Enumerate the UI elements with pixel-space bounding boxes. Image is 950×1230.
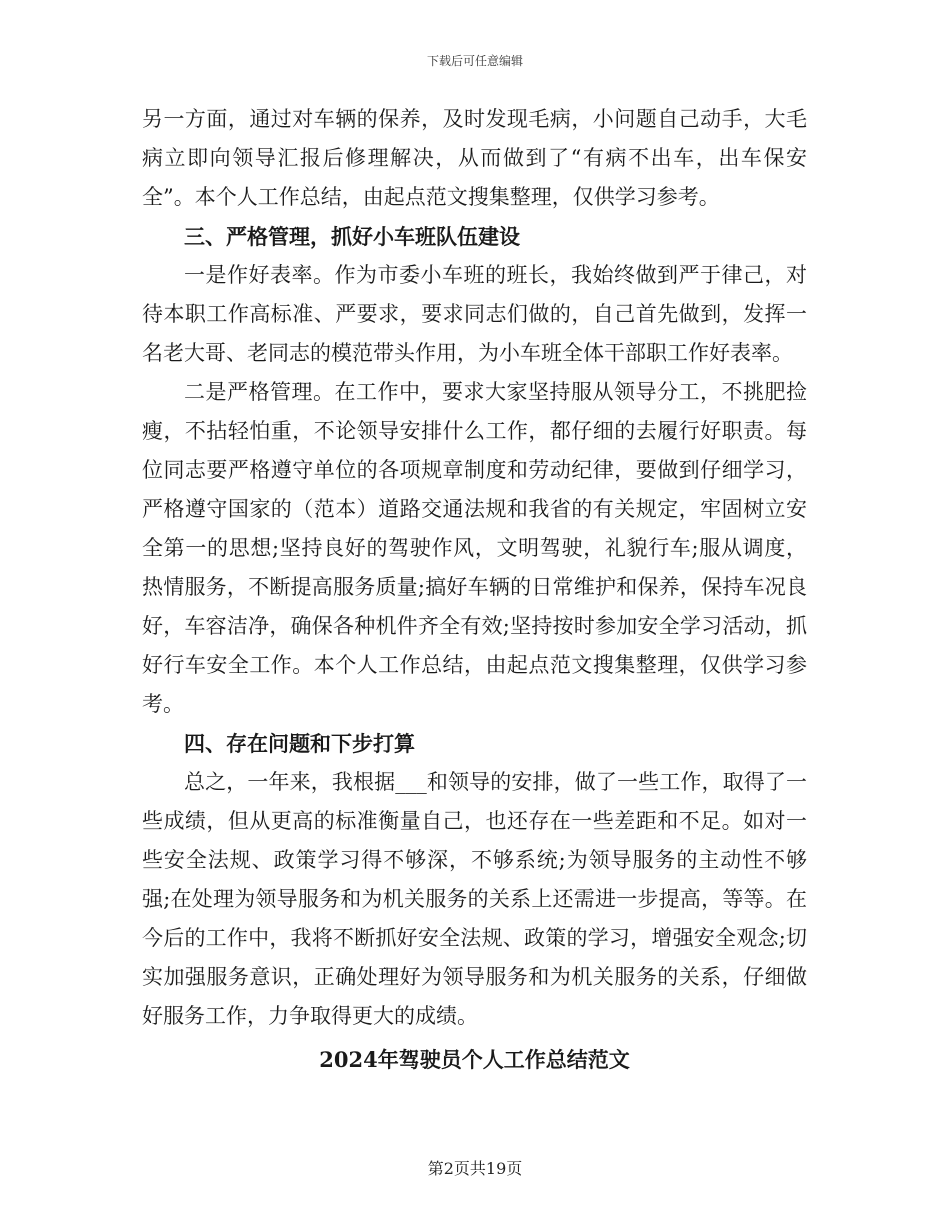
paragraph-role-model: 一是作好表率。作为市委小车班的班长，我始终做到严于律己，对待本职工作高标准、严要求，要求同志们做的，自己首先做到，发挥一名老大哥、老同志的模范带头作用，为小车班全体干部职工作好表率。 (142, 263, 807, 365)
section-heading-4: 四、存在问题和下步打算 (184, 731, 415, 756)
section-heading-3: 三、严格管理，抓好小车班队伍建设 (184, 224, 520, 249)
document-title: 2024年驾驶员个人工作总结范文 (319, 1047, 630, 1072)
paragraph-maintenance: 另一方面，通过对车辆的保养，及时发现毛病，小问题自己动手，大毛病立即向领导汇报后修理解决，从而做到了“有病不出车，出车保安全”。本个人工作总结，由起点范文搜集整理，仅供学习参考。 (142, 107, 807, 209)
paragraph-summary: 总之，一年来，我根据___和领导的安排，做了一些工作，取得了一些成绩，但从更高的标准衡量自己，也还存在一些差距和不足。如对一些安全法规、政策学习得不够深，不够系统;为领导服务的主动性不够强;在处理为领导服务和为机关服务的关系上还需进一步提高，等等。在今后的工作中，我将不断抓好安全法规、政策的学习，增强安全观念;切实加强服务意识，正确处理好为领导服务和为机关服务的关系，仔细做好服务工作，力争取得更大的成绩。 (142, 770, 807, 1028)
page-number: 第2页共19页 (427, 1159, 523, 1178)
page-header-note: 下载后可任意编辑 (426, 54, 523, 68)
document-body (142, 100, 807, 1079)
paragraph-strict-management: 二是严格管理。在工作中，要求大家坚持服从领导分工，不挑肥捡瘦，不拈轻怕重，不论领导安排什么工作，都仔细的去履行好职责。每位同志要严格遵守单位的各项规章制度和劳动纪律，要做到仔细学习，严格遵守国家的（范本）道路交通法规和我省的有关规定，牢固树立安全第一的思想;坚持良好的驾驶作风，文明驾驶，礼貌行车;服从调度，热情服务，不断提高服务质量;搞好车辆的日常维护和保养，保持车况良好，车容洁净，确保各种机件齐全有效;坚持按时参加安全学习活动，抓好行车安全工作。本个人工作总结，由起点范文搜集整理，仅供学习参考。 (142, 380, 807, 716)
